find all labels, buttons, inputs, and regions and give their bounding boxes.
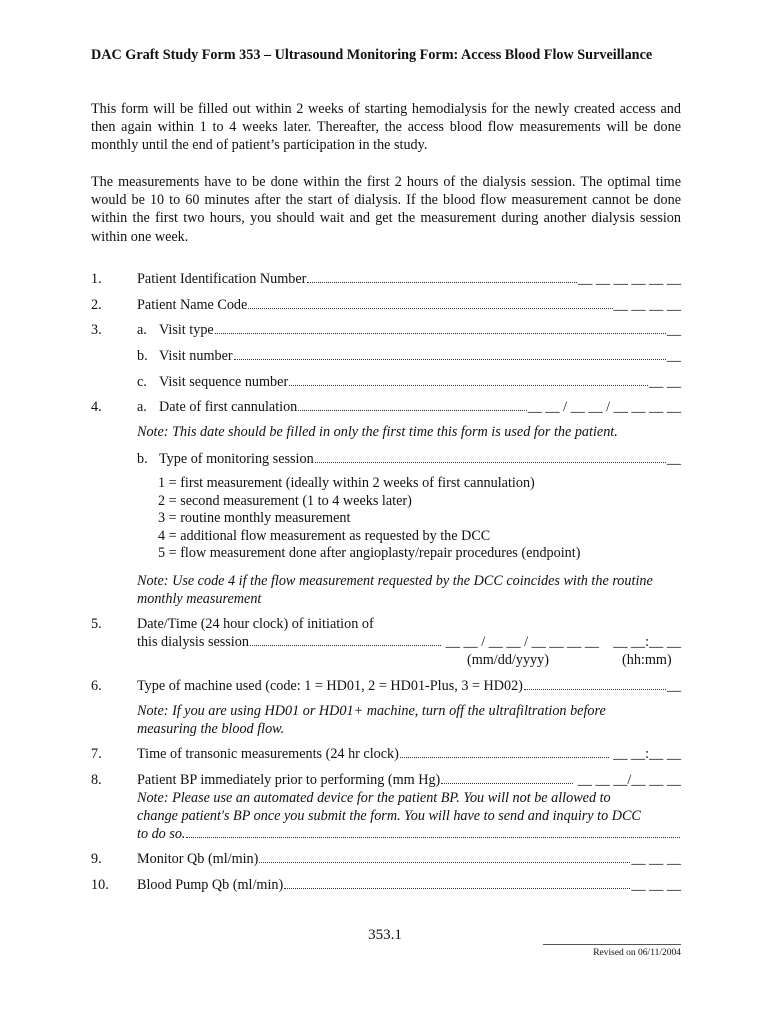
transonic-time-label: Time of transonic measurements (24 hr clock) <box>137 746 399 762</box>
visit-number-label: Visit number <box>159 348 233 364</box>
monitoring-session-field[interactable] <box>137 450 681 468</box>
dot-leader <box>524 688 666 690</box>
monitor-qb-blank[interactable]: __ __ __ <box>631 851 681 867</box>
dialysis-initiation-label: Date/Time (24 hour clock) of initiation of <box>137 616 374 632</box>
patient-bp-label: Patient BP immediately prior to performing (mm Hg) <box>137 772 441 788</box>
code-item: 4 = additional flow measurement as requested by the DCC <box>158 527 491 544</box>
monitor-qb-field[interactable] <box>137 850 681 868</box>
dot-leader <box>215 332 666 334</box>
footer-divider <box>543 944 681 945</box>
bp-note-line-3-row <box>137 825 681 843</box>
dot-leader <box>248 307 612 309</box>
visit-type-field[interactable] <box>137 321 681 339</box>
dot-leader <box>315 461 666 463</box>
patient-name-code-blank[interactable]: __ __ __ __ <box>613 297 681 313</box>
item-letter: a. <box>137 322 147 338</box>
first-cannulation-blank[interactable]: __ __ / __ __ / __ __ __ __ <box>527 399 681 415</box>
date-format-hint: (mm/dd/yyyy) <box>467 652 549 668</box>
code-item: 3 = routine monthly measurement <box>158 510 351 526</box>
dot-leader <box>259 861 630 863</box>
dialysis-datetime-blank[interactable]: __ __ / __ __ / __ __ __ __ __ __:__ __ <box>442 634 681 650</box>
bp-note-line-3: to do so. <box>137 826 186 842</box>
dot-leader <box>250 644 441 646</box>
blood-pump-qb-label: Blood Pump Qb (ml/min) <box>137 877 284 893</box>
time-format-hint: (hh:mm) <box>622 652 672 668</box>
dot-leader <box>186 836 680 838</box>
dot-leader <box>284 887 630 889</box>
dot-leader <box>234 358 666 360</box>
patient-id-label: Patient Identification Number <box>137 271 307 287</box>
visit-sequence-label: Visit sequence number <box>159 374 289 390</box>
code-item: 5 = flow measurement done after angioplasty/repair procedures (endpoint) <box>158 545 581 561</box>
visit-type-blank[interactable]: __ <box>666 322 681 338</box>
code-item: 2 = second measurement (1 to 4 weeks later) <box>158 492 412 509</box>
code-item: 1 = first measurement (ideally within 2 weeks of first cannulation) <box>158 475 535 491</box>
item-number-9: 9. <box>91 851 102 867</box>
intro-paragraph-2: The measurements have to be done within the first 2 hours of the dialysis session. The optimal time would be 10 to 60 minutes after the start of dialysis. If the blood flow measurement cannot be done within the first two hours, you should wait and get the measurement during another dialysis session within one week. <box>91 174 681 245</box>
machine-type-field[interactable] <box>137 677 681 695</box>
transonic-time-blank[interactable]: __ __:__ __ <box>609 746 681 762</box>
visit-number-blank[interactable]: __ <box>666 348 681 364</box>
item-letter: a. <box>137 399 147 415</box>
visit-number-field[interactable] <box>137 347 681 365</box>
visit-sequence-field[interactable] <box>137 373 681 391</box>
first-cannulation-date-field[interactable] <box>137 398 681 416</box>
machine-type-blank[interactable]: __ <box>666 678 681 694</box>
transonic-time-field[interactable] <box>137 745 681 763</box>
item-number-6: 6. <box>91 678 102 694</box>
item-letter: b. <box>137 451 148 467</box>
item-number-10: 10. <box>91 877 109 893</box>
patient-id-field[interactable] <box>137 270 681 288</box>
item-number-1: 1. <box>91 271 102 287</box>
first-cannulation-label: Date of first cannulation <box>159 399 298 415</box>
ultrafiltration-note: Note: If you are using HD01 or HD01+ machine, turn off the ultrafiltration before measuring the blood flow. <box>137 703 606 737</box>
monitoring-codes-list <box>158 475 580 563</box>
machine-type-label: Type of machine used (code: 1 = HD01, 2 = HD01-Plus, 3 = HD02) <box>137 678 523 694</box>
bp-note-line-1: Note: Please use an automated device for the patient BP. You will not be allowed to <box>137 790 611 806</box>
page-number: 353.1 <box>368 927 402 943</box>
revision-date: Revised on 06/11/2004 <box>593 948 681 958</box>
dialysis-initiation-field[interactable] <box>137 633 681 651</box>
visit-sequence-blank[interactable]: __ __ <box>649 374 681 390</box>
patient-bp-field[interactable] <box>137 771 681 789</box>
patient-bp-blank[interactable]: __ __ __/__ __ __ <box>574 772 681 788</box>
code-4-note: Note: Use code 4 if the flow measurement requested by the DCC coincides with the routine monthly measurement <box>137 573 653 607</box>
patient-name-code-label: Patient Name Code <box>137 297 248 313</box>
item-number-8: 8. <box>91 772 102 788</box>
intro-paragraph-1: This form will be filled out within 2 weeks of starting hemodialysis for the newly created access and then again within 1 to 4 weeks later. Thereafter, the access blood flow measurements will be done monthly until the end of patient’s participation in the study. <box>91 101 681 154</box>
item-number-4: 4. <box>91 399 102 415</box>
dot-leader <box>307 281 577 283</box>
item-number-3: 3. <box>91 322 102 338</box>
dot-leader <box>441 782 573 784</box>
item-number-7: 7. <box>91 746 102 762</box>
dot-leader <box>298 409 526 411</box>
item-letter: b. <box>137 348 148 364</box>
patient-name-code-field[interactable] <box>137 296 681 314</box>
item-letter: c. <box>137 374 147 390</box>
form-title: DAC Graft Study Form 353 – Ultrasound Monitoring Form: Access Blood Flow Surveillance <box>91 47 653 63</box>
cannulation-note: Note: This date should be filled in only the first time this form is used for the patient. <box>137 424 618 440</box>
monitor-qb-label: Monitor Qb (ml/min) <box>137 851 259 867</box>
item-number-2: 2. <box>91 297 102 313</box>
visit-type-label: Visit type <box>159 322 214 338</box>
monitoring-session-label: Type of monitoring session <box>159 451 314 467</box>
dot-leader <box>400 756 609 758</box>
bp-note-line-2: change patient's BP once you submit the form. You will have to send and inquiry to DCC <box>137 808 641 824</box>
blood-pump-qb-blank[interactable]: __ __ __ <box>631 877 681 893</box>
item-number-5: 5. <box>91 616 102 632</box>
monitoring-session-blank[interactable]: __ <box>666 451 681 467</box>
dialysis-session-label: this dialysis session <box>137 634 249 650</box>
patient-id-blank[interactable]: __ __ __ __ __ __ <box>578 271 681 287</box>
dot-leader <box>289 384 648 386</box>
blood-pump-qb-field[interactable] <box>137 876 681 894</box>
